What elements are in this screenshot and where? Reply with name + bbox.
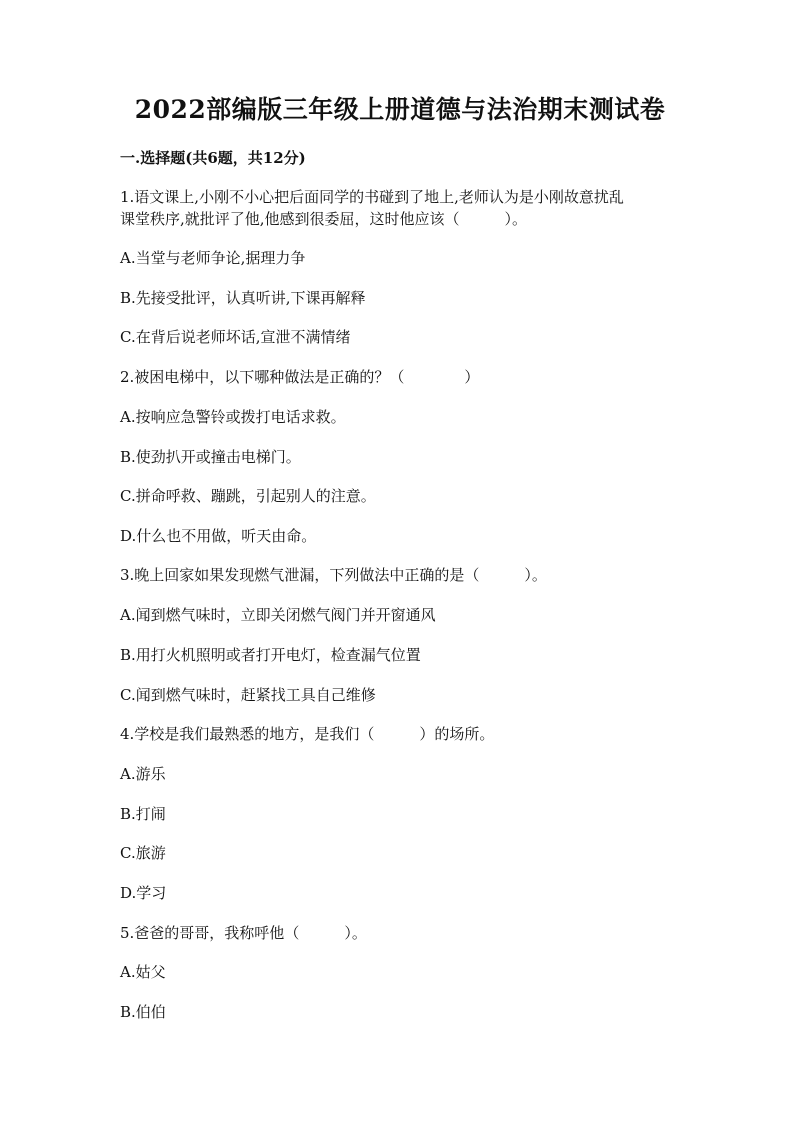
question-2-option-c: C.拼命呼救、蹦跳，引起别人的注意。 <box>120 487 376 505</box>
question-1-option-c: C.在背后说老师坏话,宣泄不满情绪 <box>120 328 351 346</box>
question-4-option-b: B.打闹 <box>120 805 166 823</box>
question-1-stem-line-1: 1.语文课上,小刚不小心把后面同学的书碰到了地上,老师认为是小刚故意扰乱 <box>120 188 624 206</box>
question-5-option-a: A.姑父 <box>120 963 166 981</box>
question-1-option-b: B.先接受批评，认真听讲,下课再解释 <box>120 289 366 307</box>
question-1-option-a: A.当堂与老师争论,据理力争 <box>120 249 306 267</box>
question-1-stem-line-2: 课堂秩序,就批评了他,他感到很委屈，这时他应该（ ）。 <box>120 210 528 228</box>
question-3-option-c: C.闻到燃气味时，赶紧找工具自己维修 <box>120 686 376 704</box>
section-heading: 一.选择题(共6题，共12分) <box>120 149 306 167</box>
question-5-option-b: B.伯伯 <box>120 1003 166 1021</box>
question-3-option-a: A.闻到燃气味时，立即关闭燃气阀门并开窗通风 <box>120 606 436 624</box>
question-2-stem: 2.被困电梯中，以下哪种做法是正确的？（ ） <box>120 368 480 386</box>
question-3-stem: 3.晚上回家如果发现燃气泄漏，下列做法中正确的是（ ）。 <box>120 566 547 584</box>
question-4-option-d: D.学习 <box>120 884 167 902</box>
question-4-stem: 4.学校是我们最熟悉的地方，是我们（ ）的场所。 <box>120 725 495 743</box>
question-2-option-d: D.什么也不用做，听天由命。 <box>120 527 317 545</box>
question-4-option-c: C.旅游 <box>120 844 166 862</box>
question-5-stem: 5.爸爸的哥哥，我称呼他（ ）。 <box>120 924 367 942</box>
question-2-option-a: A.按响应急警铃或拨打电话求救。 <box>120 408 346 426</box>
question-4-option-a: A.游乐 <box>120 765 166 783</box>
question-3-option-b: B.用打火机照明或者打开电灯，检查漏气位置 <box>120 646 421 664</box>
page-title: 2022部编版三年级上册道德与法治期末测试卷 <box>134 95 666 124</box>
question-2-option-b: B.使劲扒开或撞击电梯门。 <box>120 448 301 466</box>
